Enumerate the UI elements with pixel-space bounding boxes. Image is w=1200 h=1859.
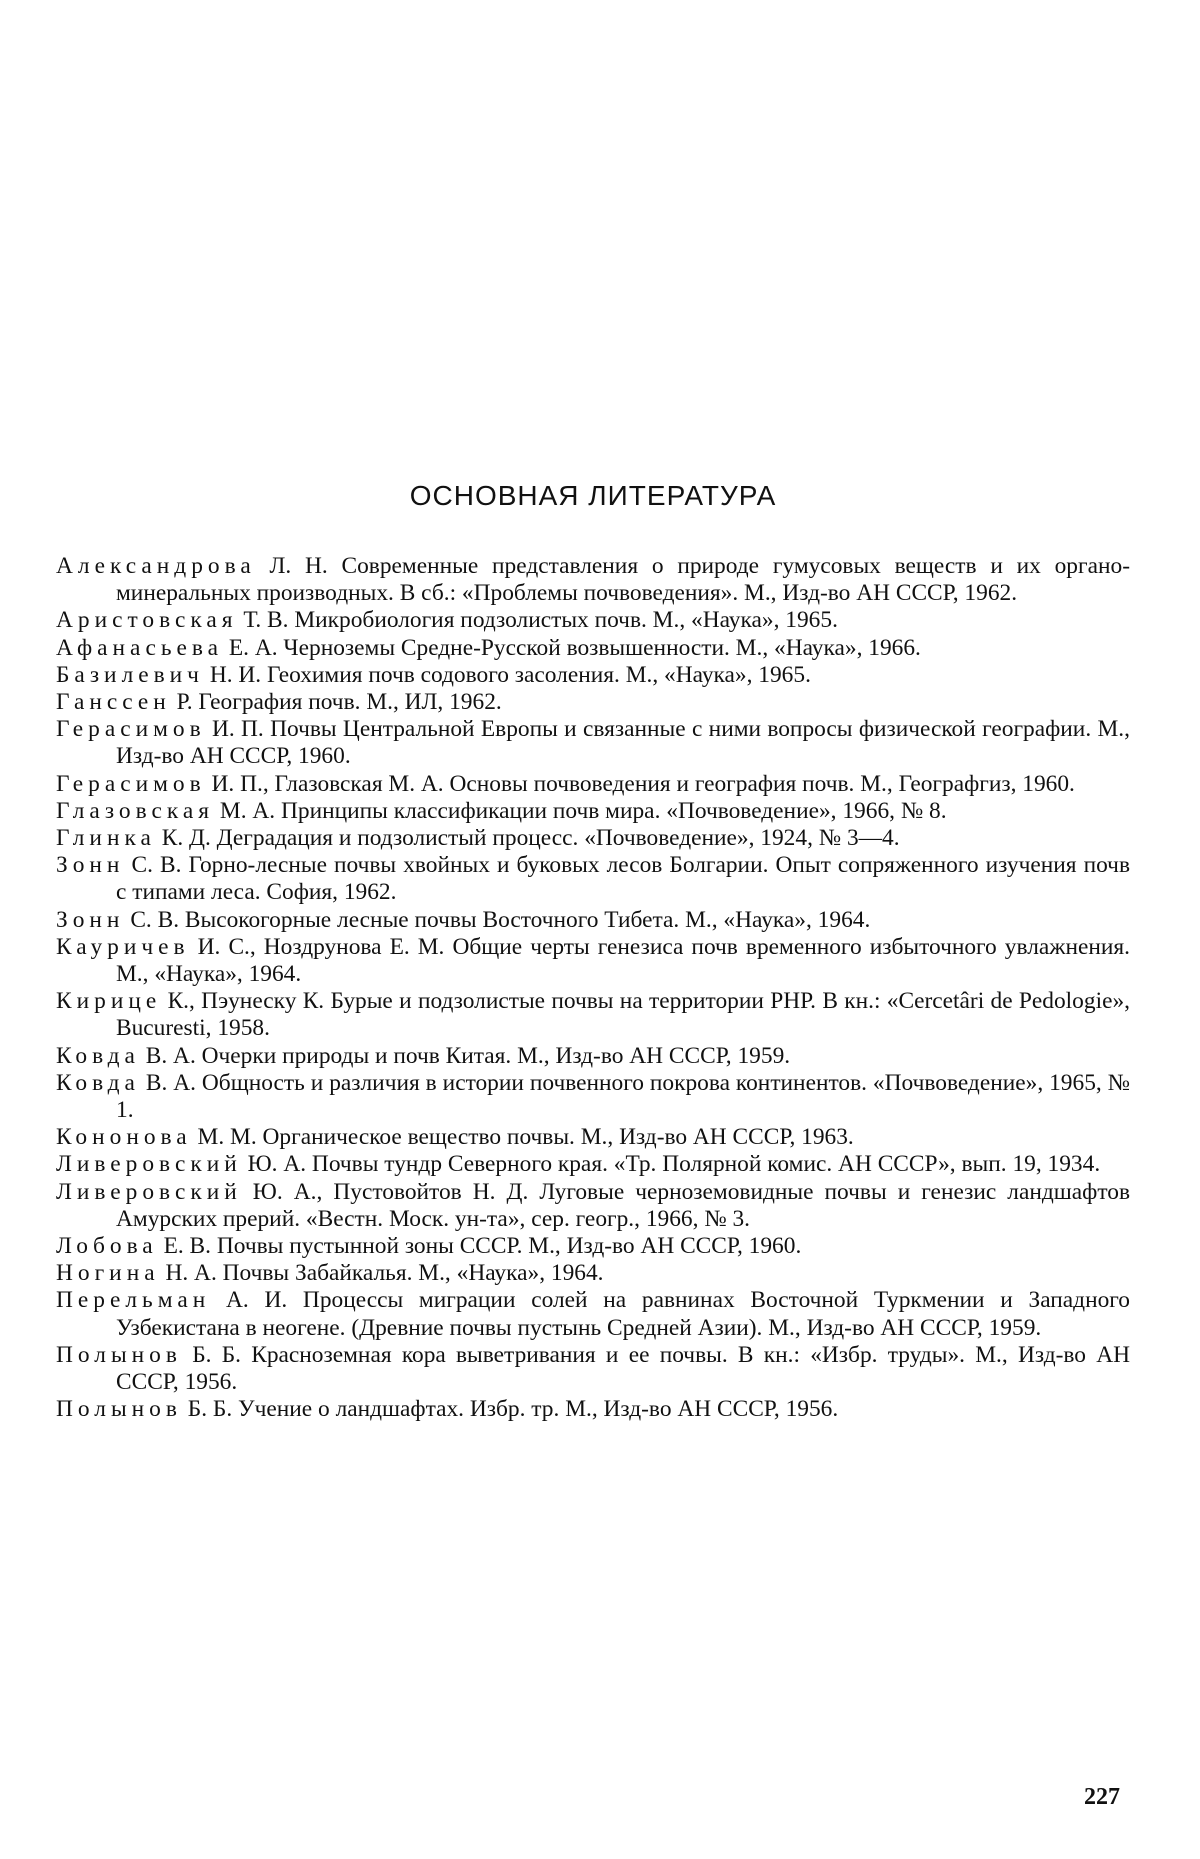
reference-entry [56, 1043, 1130, 1070]
reference-entry [56, 771, 1130, 798]
reference-entry [56, 798, 1130, 825]
reference-entry [56, 1151, 1130, 1178]
reference-entry [56, 1260, 1130, 1287]
reference-entry [56, 934, 1130, 988]
reference-text: Н. А. Почвы Забайкалья. М., «Наука», 1964. [165, 1260, 604, 1287]
reference-entry [56, 1287, 1130, 1341]
reference-author: Кононова [56, 1124, 192, 1151]
page-number: 227 [1084, 1784, 1120, 1810]
reference-entry [56, 635, 1130, 662]
reference-author: Полынов [56, 1341, 182, 1368]
reference-text: Е. А. Черноземы Средне-Русской возвышенности. М., «Наука», 1966. [228, 634, 921, 661]
reference-author: Афанасьева [56, 634, 223, 661]
reference-entry [56, 852, 1130, 906]
reference-text: И. С., Ноздрунова Е. М. Общие черты генезиса почв временного избыточного увлажнения. М., «Наука», 1964. [116, 933, 1130, 988]
reference-entry [56, 1124, 1130, 1151]
reference-text: В. А. Общность и различия в истории почвенного покрова континентов. «Почвоведение», 1965, № 1. [116, 1069, 1130, 1124]
reference-author: Кауричев [56, 933, 190, 960]
reference-text: И. П., Глазовская М. А. Основы почвоведения и география почв. М., Географгиз, 1960. [211, 770, 1075, 797]
reference-author: Герасимов [56, 770, 206, 797]
reference-text: С. В. Горно-лесные почвы хвойных и буковых лесов Болгарии. Опыт сопряженного изучения почв с типами леса. София, 1962. [116, 852, 1130, 906]
reference-text: Ю. А. Почвы тундр Северного края. «Тр. Полярной комис. АН СССР», вып. 19, 1934. [247, 1151, 1101, 1178]
reference-entry [56, 662, 1130, 689]
reference-text: С. В. Высокогорные лесные почвы Восточного Тибета. М., «Наука», 1964. [130, 906, 871, 933]
reference-text: Б. Б. Учение о ландшафтах. Избр. тр. М., Изд-во АН СССР, 1956. [187, 1396, 839, 1423]
reference-text: К., Пэунеску К. Бурые и подзолистые почвы на территории РНР. В кн.: «Cercetâri de Pedologie», Bucuresti, 1958. [116, 988, 1130, 1042]
reference-author: Ливеровский [56, 1151, 242, 1178]
reference-author: Ногина [56, 1260, 160, 1287]
reference-entry [56, 1233, 1130, 1260]
reference-author: Герасимов [56, 716, 206, 743]
reference-text: Ю. А., Пустовойтов Н. Д. Луговые черноземовидные почвы и генезис ландшафтов Амурских прерий. «Вестн. Моск. ун-та», сер. геогр., 1966, № 3. [116, 1178, 1130, 1232]
reference-author: Зонн [56, 906, 125, 933]
reference-entry [56, 1179, 1130, 1233]
reference-entry [56, 1396, 1130, 1423]
reference-author: Глазовская [56, 797, 215, 824]
reference-entry [56, 1342, 1130, 1396]
reference-author: Базилевич [56, 661, 204, 688]
reference-author: Александрова [56, 553, 256, 579]
reference-entry [56, 716, 1130, 770]
reference-text: Л. Н. Современные представления о природе гумусовых веществ и их органо-минеральных производных. В сб.: «Проблемы почвоведения». М., Изд-во АН СССР, 1962. [116, 553, 1130, 607]
reference-author: Зонн [56, 852, 125, 879]
reference-text: Т. В. Микробиология подзолистых почв. М., «Наука», 1965. [243, 607, 838, 634]
reference-author: Ковда [56, 1042, 140, 1069]
reference-author: Глинка [56, 825, 156, 852]
reference-text: М. А. Принципы классификации почв мира. «Почвоведение», 1966, № 8. [219, 797, 947, 824]
reference-text: Б. Б. Красноземная кора выветривания и ее почвы. В кн.: «Избр. труды». М., Изд-во АН СССР, 1956. [116, 1341, 1130, 1396]
reference-text: Р. География почв. М., ИЛ, 1962. [176, 689, 502, 716]
reference-text: Е. В. Почвы пустынной зоны СССР. М., Изд-во АН СССР, 1960. [163, 1233, 802, 1260]
reference-list [56, 553, 1130, 1424]
reference-author: Ковда [56, 1069, 140, 1096]
reference-author: Полынов [56, 1396, 182, 1423]
reference-entry [56, 825, 1130, 852]
reference-text: М. М. Органическое вещество почвы. М., Изд-во АН СССР, 1963. [197, 1124, 854, 1151]
reference-entry [56, 907, 1130, 934]
reference-text: Н. И. Геохимия почв содового засоления. М., «Наука», 1965. [209, 661, 811, 688]
reference-author: Кирице [56, 988, 162, 1015]
reference-author: Ливеровский [56, 1178, 242, 1205]
reference-entry [56, 607, 1130, 634]
reference-text: И. П. Почвы Центральной Европы и связанные с ними вопросы физической географии. М., Изд-во АН СССР, 1960. [116, 716, 1130, 770]
reference-entry [56, 689, 1130, 716]
reference-entry [56, 988, 1130, 1042]
reference-entry [56, 553, 1130, 607]
reference-author: Лобова [56, 1233, 158, 1260]
reference-text: В. А. Очерки природы и почв Китая. М., Изд-во АН СССР, 1959. [145, 1042, 791, 1069]
reference-text: А. И. Процессы миграции солей на равнинах Восточной Туркмении и Западного Узбекистана в неогене. (Древние почвы пустынь Средней Азии). М., Изд-во АН СССР, 1959. [116, 1287, 1130, 1341]
reference-author: Ганссен [56, 689, 171, 716]
reference-text: К. Д. Деградация и подзолистый процесс. «Почвоведение», 1924, № 3—4. [161, 825, 900, 852]
reference-entry [56, 1070, 1130, 1124]
section-heading: ОСНОВНАЯ ЛИТЕРАТУРА [409, 480, 777, 511]
book-page [56, 0, 1130, 1859]
reference-author: Аристовская [56, 607, 238, 634]
reference-author: Перельман [56, 1287, 211, 1314]
